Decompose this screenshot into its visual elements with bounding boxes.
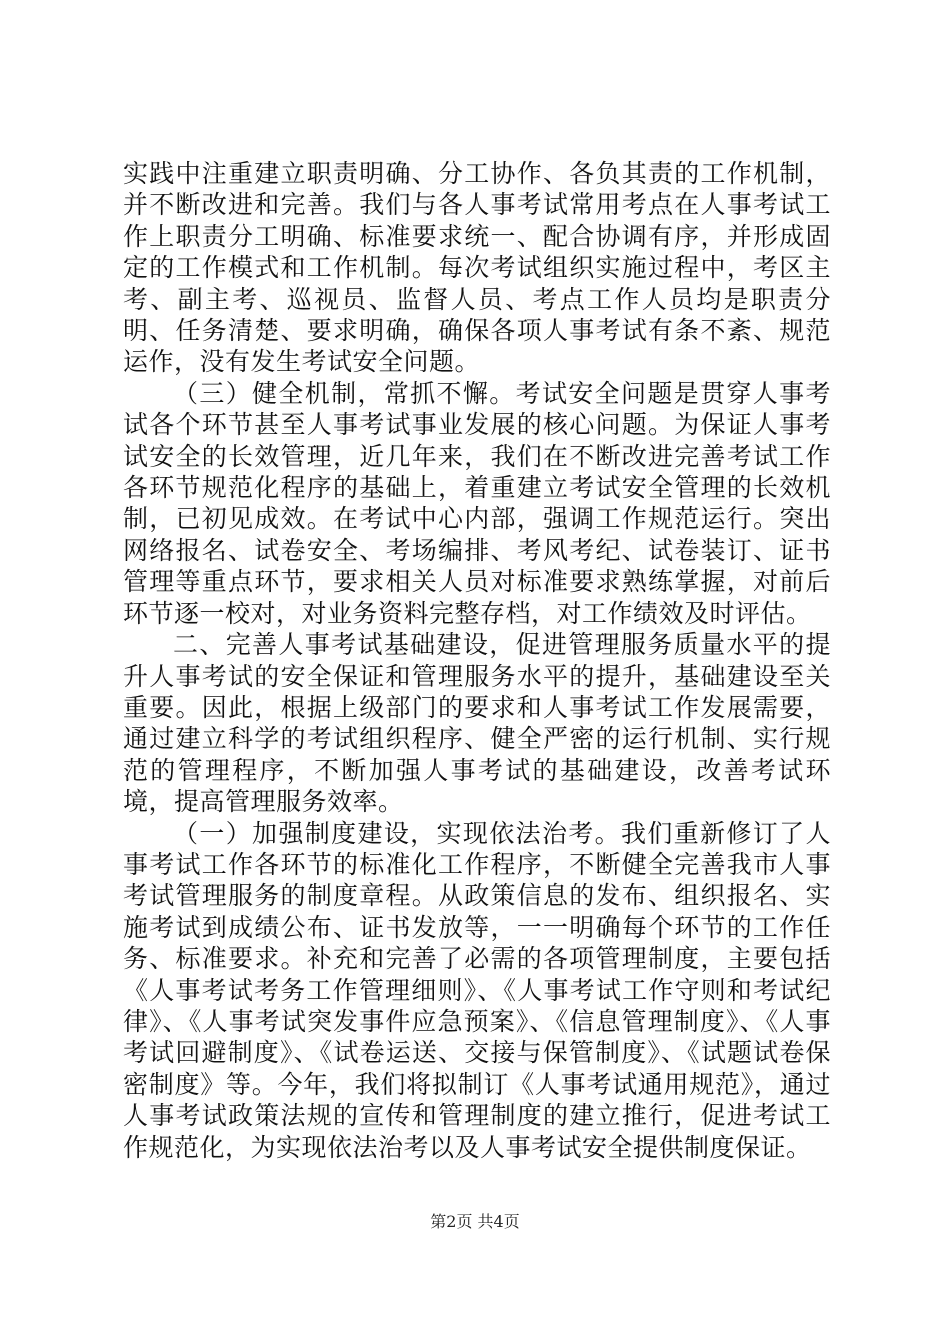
paragraph-section-3-mechanism: （三）健全机制，常抓不懈。考试安全问题是贯穿人事考试各个环节甚至人事考试事业发展的核心问题。为保证人事考试安全的长效管理，近几年来，我们在不断改进完善考试工作各环节规范化程序的基础上，着重建立考试安全管理的长效机制，已初见成效。在考试中心内部，强调工作规范运行。突出网络报名、试卷安全、考场编排、考风考纪、试卷装订、证书管理等重点环节，要求相关人员对标准要求熟练掌握，对前后环节逐一校对，对业务资料完整存档，对工作绩效及时评估。 — [123, 378, 831, 628]
paragraph-part-2-infrastructure: 二、完善人事考试基础建设，促进管理服务质量水平的提升人事考试的安全保证和管理服务水平的提升，基础建设至关重要。因此，根据上级部门的要求和人事考试工作发展需要，通过建立科学的考试组织程序、健全严密的运行机制、实行规范的管理程序，不断加强人事考试的基础建设，改善考试环境，提高管理服务效率。 — [123, 630, 831, 817]
paragraph-work-mechanism: 实践中注重建立职责明确、分工协作、各负其责的工作机制，并不断改进和完善。我们与各人事考试常用考点在人事考试工作上职责分工明确、标准要求统一、配合协调有序，并形成固定的工作模式和工作机制。每次考试组织实施过程中，考区主考、副主考、巡视员、监督人员、考点工作人员均是职责分明、任务清楚、要求明确，确保各项人事考试有条不紊、规范运作，没有发生考试安全问题。 — [123, 159, 831, 377]
page-number-footer: 第2页 共4页 — [430, 1212, 520, 1231]
document-body — [123, 158, 831, 1163]
paragraph-section-1-system: （一）加强制度建设，实现依法治考。我们重新修订了人事考试工作各环节的标准化工作程序，不断健全完善我市人事考试管理服务的制度章程。从政策信息的发布、组织报名、实施考试到成绩公布、证书发放等，一一明确每个环节的工作任务、标准要求。补充和完善了必需的各项管理制度，主要包括《人事考试考务工作管理细则》、《人事考试工作守则和考试纪律》、《人事考试突发事件应急预案》、《信息管理制度》、《人事考试回避制度》、《试卷运送、交接与保管制度》、《试题试卷保密制度》等。今年，我们将拟制订《人事考试通用规范》，通过人事考试政策法规的宣传和管理制度的建立推行，促进考试工作规范化，为实现依法治考以及人事考试安全提供制度保证。 — [123, 818, 831, 1162]
